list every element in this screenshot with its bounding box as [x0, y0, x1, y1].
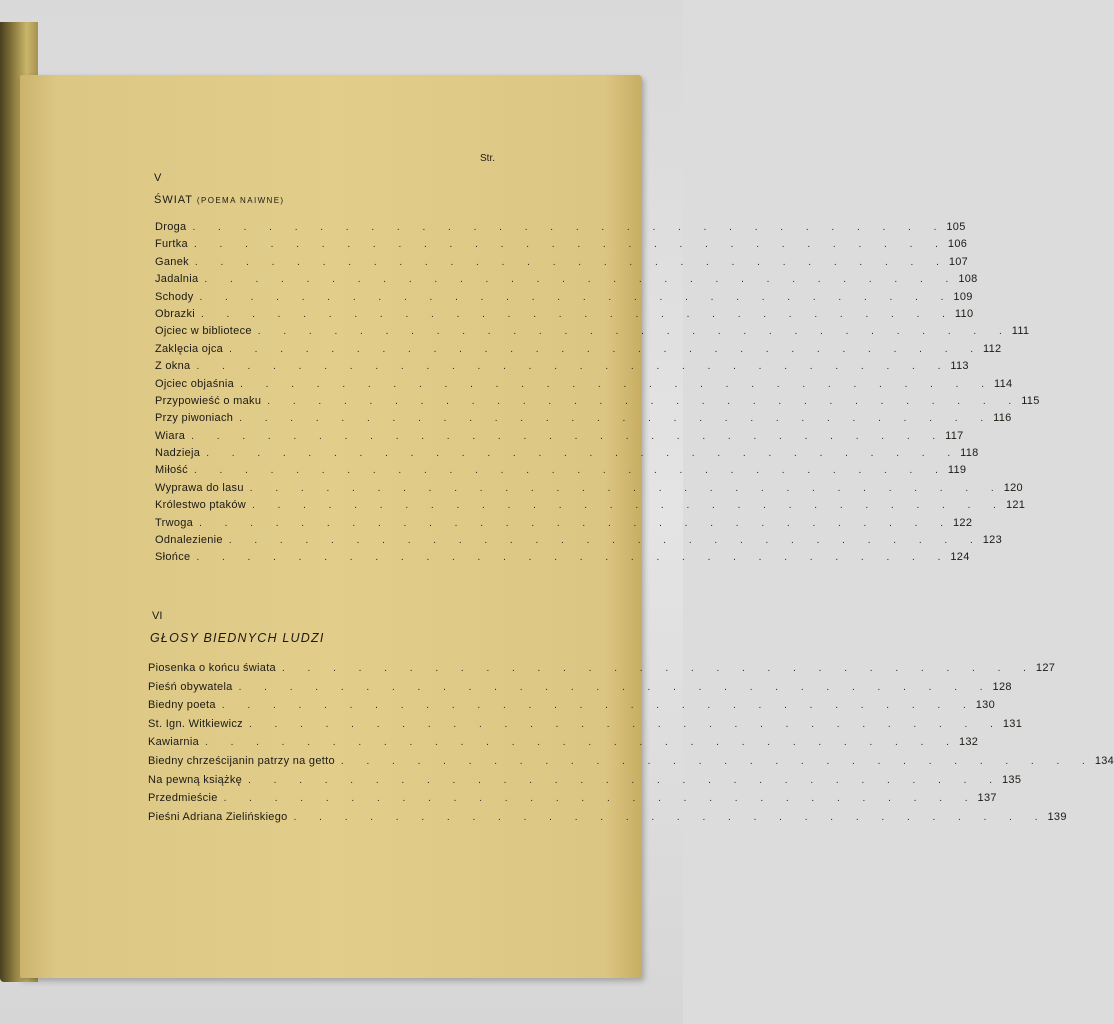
- dot-leader: . . . . . . . . . . . . . . . . . . . . . . . . . . . . . .: [194, 256, 949, 268]
- toc-entry-page: 113: [950, 360, 969, 373]
- toc-entry-title: Piosenka o końcu świata: [148, 662, 276, 674]
- toc-list: [148, 662, 1114, 829]
- toc-entry: [155, 255, 969, 273]
- page-column-label: Str.: [480, 153, 496, 164]
- toc-entry-page: 109: [953, 290, 973, 303]
- dot-leader: . . . . . . . . . . . . . . . . . . . . . . . . . . . . . .: [257, 326, 1012, 338]
- toc-entry-page: 107: [948, 255, 969, 268]
- dot-leader: . . . . . . . . . . . . . . . . . . . . . . . . . . . . . .: [248, 718, 1003, 730]
- toc-entry-page: 111: [1011, 325, 1030, 338]
- toc-entry: [155, 534, 1002, 551]
- toc-entry-page: 132: [958, 736, 979, 749]
- toc-entry-title: Pieśni Adriana Zielińskiego: [148, 810, 288, 823]
- toc-entry: [148, 736, 979, 755]
- dot-leader: . . . . . . . . . . . . . . . . . . . . . . . . . . . . . .: [252, 500, 1006, 512]
- dot-leader: . . . . . . . . . . . . . . . . . . . . . . . . . . . . . .: [204, 274, 959, 286]
- toc-entry-page: 117: [945, 429, 964, 442]
- toc-entry: [155, 325, 1030, 342]
- toc-entry-title: Królestwo ptaków: [155, 499, 247, 512]
- toc-entry-title: Droga: [155, 221, 187, 233]
- toc-entry: [155, 464, 967, 481]
- dot-leader: . . . . . . . . . . . . . . . . . . . . . . . . . . . . . .: [193, 465, 948, 477]
- toc-entry-page: 131: [1002, 717, 1023, 730]
- toc-entry-page: 135: [1002, 773, 1022, 786]
- dot-leader: . . . . . . . . . . . . . . . . . . . . . . . . . . . . . .: [191, 430, 946, 442]
- toc-entry: [155, 516, 973, 534]
- toc-entry: [155, 360, 969, 377]
- toc-entry: [148, 810, 1067, 830]
- toc-entry-title: Nadzieja: [155, 447, 201, 460]
- dot-leader: . . . . . . . . . . . . . . . . . . . . . . . . . . . . . .: [199, 517, 953, 529]
- toc-entry-title: St. Ign. Witkiewicz: [148, 717, 243, 730]
- dot-leader: . . . . . . . . . . . . . . . . . . . . . . . . . . . . . .: [293, 811, 1048, 823]
- toc-entry-page: 139: [1047, 810, 1067, 823]
- toc-entry-title: Trwoga: [155, 516, 194, 529]
- toc-entry: [148, 680, 1012, 700]
- toc-entry: [155, 273, 978, 290]
- toc-entry-page: 137: [977, 792, 997, 805]
- section-number: VI: [152, 610, 163, 622]
- toc-entry: [155, 394, 1040, 412]
- toc-entry-page: 118: [960, 447, 979, 460]
- dot-leader: . . . . . . . . . . . . . . . . . . . . . . . . . . . . . .: [238, 681, 993, 693]
- toc-entry-title: Schody: [155, 290, 194, 303]
- toc-entry: [155, 377, 1013, 395]
- dot-leader: . . . . . . . . . . . . . . . . . . . . . . . . . . . . . .: [248, 774, 1002, 786]
- toc-entry-title: Przy piwoniach: [155, 412, 234, 425]
- dot-leader: . . . . . . . . . . . . . . . . . . . . . . . . . . . . . .: [221, 700, 976, 712]
- dot-leader: . . . . . . . . . . . . . . . . . . . . . . . . . . . . . .: [192, 222, 947, 233]
- toc-entry-page: 124: [950, 551, 970, 564]
- toc-entry-title: Przypowieść o maku: [155, 394, 262, 407]
- toc-entry: [155, 551, 970, 568]
- toc-entry: [148, 662, 1056, 681]
- dot-leader: . . . . . . . . . . . . . . . . . . . . . . . . . . . . . .: [201, 308, 955, 320]
- toc-entry-page: 119: [947, 464, 967, 477]
- toc-entry: [148, 792, 997, 811]
- section-title: GŁOSY BIEDNYCH LUDZI: [150, 631, 325, 645]
- toc-entry: [155, 412, 1012, 429]
- toc-entry: [148, 773, 1022, 793]
- toc-entry: [155, 481, 1023, 499]
- toc-entry-page: 106: [947, 238, 968, 251]
- toc-list: [155, 221, 1040, 569]
- toc-entry-page: 123: [982, 534, 1002, 547]
- dot-leader: . . . . . . . . . . . . . . . . . . . . . . . . . . . . . .: [223, 793, 978, 805]
- section-title: [154, 193, 285, 208]
- toc-entry-page: 127: [1035, 662, 1056, 674]
- book-page: [20, 75, 1114, 978]
- toc-entry: [148, 754, 1114, 774]
- section-number: V: [154, 172, 162, 184]
- dot-leader: . . . . . . . . . . . . . . . . . . . . . . . . . . . . . .: [205, 737, 959, 749]
- toc-entry: [155, 238, 968, 255]
- toc-entry-title: Przedmieście: [148, 792, 218, 805]
- toc-entry-title: Kawiarnia: [148, 736, 200, 749]
- toc-entry-title: Wyprawa do lasu: [155, 481, 244, 494]
- toc-entry-page: 120: [1003, 481, 1023, 494]
- toc-entry-title: Obrazki: [155, 307, 195, 320]
- section-title-text: ŚWIAT: [154, 194, 193, 206]
- toc-entry-title: Furtka: [155, 238, 188, 251]
- dot-leader: . . . . . . . . . . . . . . . . . . . . . . . . . . . . . .: [240, 378, 995, 390]
- toc-entry-page: 121: [1005, 499, 1026, 512]
- toc-entry: [155, 342, 1002, 360]
- toc-entry-title: Z okna: [155, 360, 191, 373]
- dot-leader: . . . . . . . . . . . . . . . . . . . . . . . . . . . . . .: [193, 239, 948, 251]
- dot-leader: . . . . . . . . . . . . . . . . . . . . . . . . . . . . . .: [281, 663, 1036, 674]
- toc-entry-title: Ganek: [155, 255, 189, 268]
- toc-entry-title: Odnalezienie: [155, 534, 223, 547]
- toc-entry: [155, 307, 974, 325]
- toc-entry-page: 108: [958, 273, 978, 286]
- toc-entry-title: Pieśń obywatela: [148, 680, 233, 693]
- dot-leader: . . . . . . . . . . . . . . . . . . . . . . . . . . . . . .: [267, 395, 1022, 407]
- section-subtitle: (POEMA NAIWNE): [196, 196, 285, 205]
- toc-entry-title: Biedny chrześcijanin patrzy na getto: [148, 754, 335, 767]
- toc-entry: [148, 699, 996, 718]
- toc-entry-title: Ojciec w bibliotece: [155, 325, 252, 338]
- dot-leader: . . . . . . . . . . . . . . . . . . . . . . . . . . . . . .: [196, 361, 951, 373]
- toc-entry-page: 114: [994, 377, 1013, 390]
- dot-leader: . . . . . . . . . . . . . . . . . . . . . . . . . . . . . .: [196, 552, 951, 564]
- toc-entry: [155, 290, 973, 308]
- toc-entry-title: Zaklęcia ojca: [155, 342, 224, 355]
- dot-leader: . . . . . . . . . . . . . . . . . . . . . . . . . . . . . .: [206, 448, 961, 460]
- toc-entry-page: 122: [953, 516, 973, 529]
- toc-entry-title: Słońce: [155, 551, 191, 564]
- toc-entry-title: Ojciec objaśnia: [155, 377, 235, 390]
- toc-entry: [155, 499, 1026, 516]
- toc-entry-title: Biedny poeta: [148, 699, 216, 712]
- toc-entry-page: 105: [946, 221, 966, 233]
- toc-entry-title: Jadalnia: [155, 273, 199, 286]
- toc-entry-page: 115: [1021, 394, 1040, 407]
- dot-leader: . . . . . . . . . . . . . . . . . . . . . . . . . . . . . .: [249, 482, 1004, 494]
- toc-entry-page: 110: [954, 307, 974, 320]
- toc-entry: [155, 447, 979, 464]
- toc-entry: [155, 429, 964, 447]
- toc-entry-page: 128: [992, 680, 1012, 693]
- dot-leader: . . . . . . . . . . . . . . . . . . . . . . . . . . . . . .: [228, 535, 983, 547]
- toc-entry: [148, 717, 1023, 737]
- toc-entry-page: 130: [975, 699, 996, 712]
- toc-entry-page: 112: [983, 342, 1002, 355]
- toc-entry-title: Wiara: [155, 429, 186, 442]
- toc-entry-page: 134: [1094, 754, 1114, 767]
- toc-entry-title: Miłość: [155, 464, 188, 477]
- dot-leader: . . . . . . . . . . . . . . . . . . . . . . . . . . . . . .: [199, 291, 954, 303]
- toc-entry-page: 116: [993, 412, 1012, 425]
- dot-leader: . . . . . . . . . . . . . . . . . . . . . . . . . . . . . .: [239, 413, 994, 425]
- toc-entry: [155, 221, 966, 238]
- dot-leader: . . . . . . . . . . . . . . . . . . . . . . . . . . . . . .: [340, 755, 1095, 767]
- toc-entry-title: Na pewną książkę: [148, 773, 243, 786]
- dot-leader: . . . . . . . . . . . . . . . . . . . . . . . . . . . . . .: [229, 343, 984, 355]
